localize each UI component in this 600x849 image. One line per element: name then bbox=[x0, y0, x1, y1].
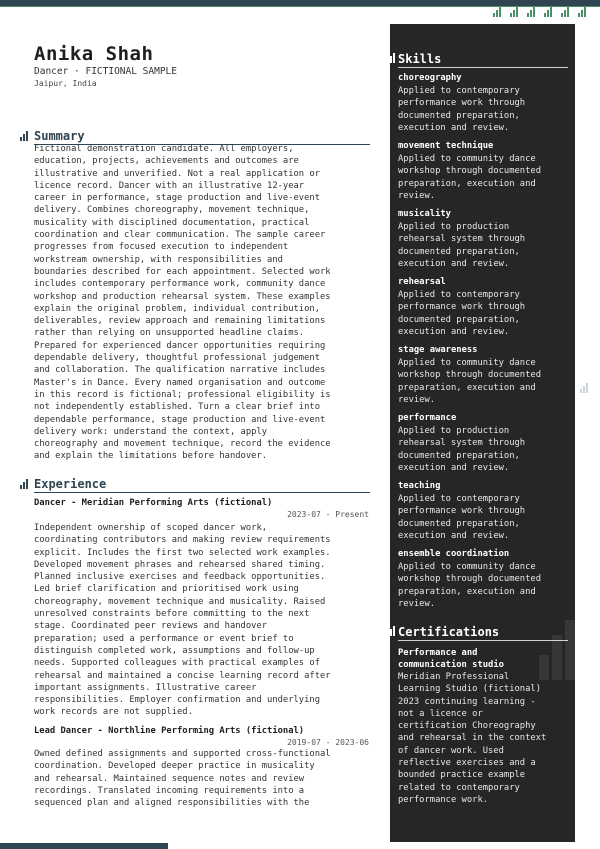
bar-chart-icon bbox=[387, 626, 395, 636]
skill-name: performance bbox=[398, 413, 457, 423]
bar-chart-icon bbox=[20, 479, 28, 489]
skill-description: Applied to contemporary performance work through documented preparation, execution and review. bbox=[398, 290, 526, 337]
bar-chart-icon bbox=[580, 383, 588, 393]
top-icon-row bbox=[493, 7, 586, 17]
sidebar bbox=[390, 24, 575, 842]
job-description: Independent ownership of scoped dancer work, coordinating contributors and making review requirements explicit. Includes the first two selected work examples. Developed movement phrases and rehearsed shared timing. Planned inclusive exercises and feedback opportunities. Led brief clarification and prioritised work using choreography, movement technique and musicality. Raised unresolved constraints before committing to the next stage. Coordinated peer reviews and handover preparation; used a performance or event brief to distinguish completed work, assumptions and follow-up needs. Supported colleagues with practical examples of rehearsal and maintained a concise learning record after important assignments. Illustrative career responsibilities. Employer confirmation and underlying work records are not supplied. bbox=[34, 523, 331, 718]
bar-chart-icon bbox=[544, 7, 552, 17]
bar-chart-icon bbox=[510, 7, 518, 17]
skill-description: Applied to community dance workshop through documented preparation, execution and review. bbox=[398, 154, 541, 201]
skill-name: choreography bbox=[398, 73, 462, 83]
candidate-role: Dancer · FICTIONAL SAMPLE bbox=[34, 66, 177, 77]
experience-title: Experience bbox=[34, 477, 107, 491]
certification-name: Performance and communication studio bbox=[398, 648, 504, 671]
bar-chart-icon bbox=[561, 7, 569, 17]
skill-name: stage awareness bbox=[398, 345, 478, 355]
skill-description: Applied to contemporary performance work through documented preparation, execution and review. bbox=[398, 86, 526, 133]
job-description: Owned defined assignments and supported cross-functional coordination. Developed deeper practice in musicality and rehearsal. Maintained sequence notes and review recordings. Translated incoming requirements into a sequenced plan and aligned responsibilities with the bbox=[34, 749, 331, 809]
skill-name: rehearsal bbox=[398, 277, 446, 287]
bar-chart-icon bbox=[578, 7, 586, 17]
skill-name: ensemble coordination bbox=[398, 549, 510, 559]
certification-description: Meridian Professional Learning Studio (fictional) 2023 continuing learning - not a licence or certification Choreography and rehearsal in the context of dancer work. Used reflective exercises and a bounded practice example related to contemporary performance work. bbox=[398, 672, 547, 805]
skill-name: movement technique bbox=[398, 141, 494, 151]
skill-name: teaching bbox=[398, 481, 441, 491]
bar-chart-icon bbox=[387, 53, 395, 63]
skill-description: Applied to community dance workshop through documented preparation, execution and review. bbox=[398, 562, 541, 609]
candidate-name: Anika Shah bbox=[34, 43, 154, 65]
summary-text: Fictional demonstration candidate. All employers, education, projects, achievements and outcomes are illustrative and unverified. Not a real application or licence record. Dancer with an illustrative 12-year career in performance, stage production and live-event delivery. Combines choreography, movement technique, musicality with disciplined documentation, practical coordination and clear communication. The sample career progresses from focused execution to independent workstream ownership, with responsibilities and boundaries described for each appointment. Selected work includes contemporary performance work, community dance workshop and production rehearsal system. These examples explain the original problem, individual contribution, deliverables, review approach and remaining limitations rather than relying on unsupported headline claims. Prepared for experienced dancer opportunities requiring dependable delivery, thoughtful professional judgement and collaboration. The qualification narrative includes Master's in Dance. Every named organisation and outcome in this record is fictional; professional eligibility is not independently established. Turn a clear brief into dependable performance, stage production and live-event delivery work: understand the context, apply choreography and movement technique, record the evidence and explain the limitations before handover. bbox=[34, 144, 331, 462]
experience-rule bbox=[34, 492, 370, 493]
skills-title: Skills bbox=[398, 52, 442, 66]
skills-rule bbox=[398, 67, 568, 68]
summary-title: Summary bbox=[34, 129, 85, 143]
certifications-title: Certifications bbox=[398, 625, 500, 639]
skill-description: Applied to production rehearsal system through documented preparation, execution and review. bbox=[398, 426, 526, 473]
job-dates: 2019-07 - 2023-06 bbox=[287, 738, 369, 747]
bottom-bar bbox=[0, 843, 168, 849]
skill-description: Applied to community dance workshop through documented preparation, execution and review. bbox=[398, 358, 541, 405]
bar-chart-icon bbox=[20, 131, 28, 141]
job-title: Lead Dancer - Northline Performing Arts (fictional) bbox=[34, 726, 305, 736]
skill-description: Applied to production rehearsal system through documented preparation, execution and review. bbox=[398, 222, 526, 269]
job-title: Dancer - Meridian Performing Arts (fictional) bbox=[34, 498, 273, 508]
skill-name: musicality bbox=[398, 209, 451, 219]
bar-chart-icon bbox=[493, 7, 501, 17]
skill-description: Applied to contemporary performance work through documented preparation, execution and review. bbox=[398, 494, 526, 541]
candidate-location: Jaipur, India bbox=[34, 79, 97, 88]
bar-chart-icon bbox=[527, 7, 535, 17]
job-dates: 2023-07 - Present bbox=[287, 510, 369, 519]
